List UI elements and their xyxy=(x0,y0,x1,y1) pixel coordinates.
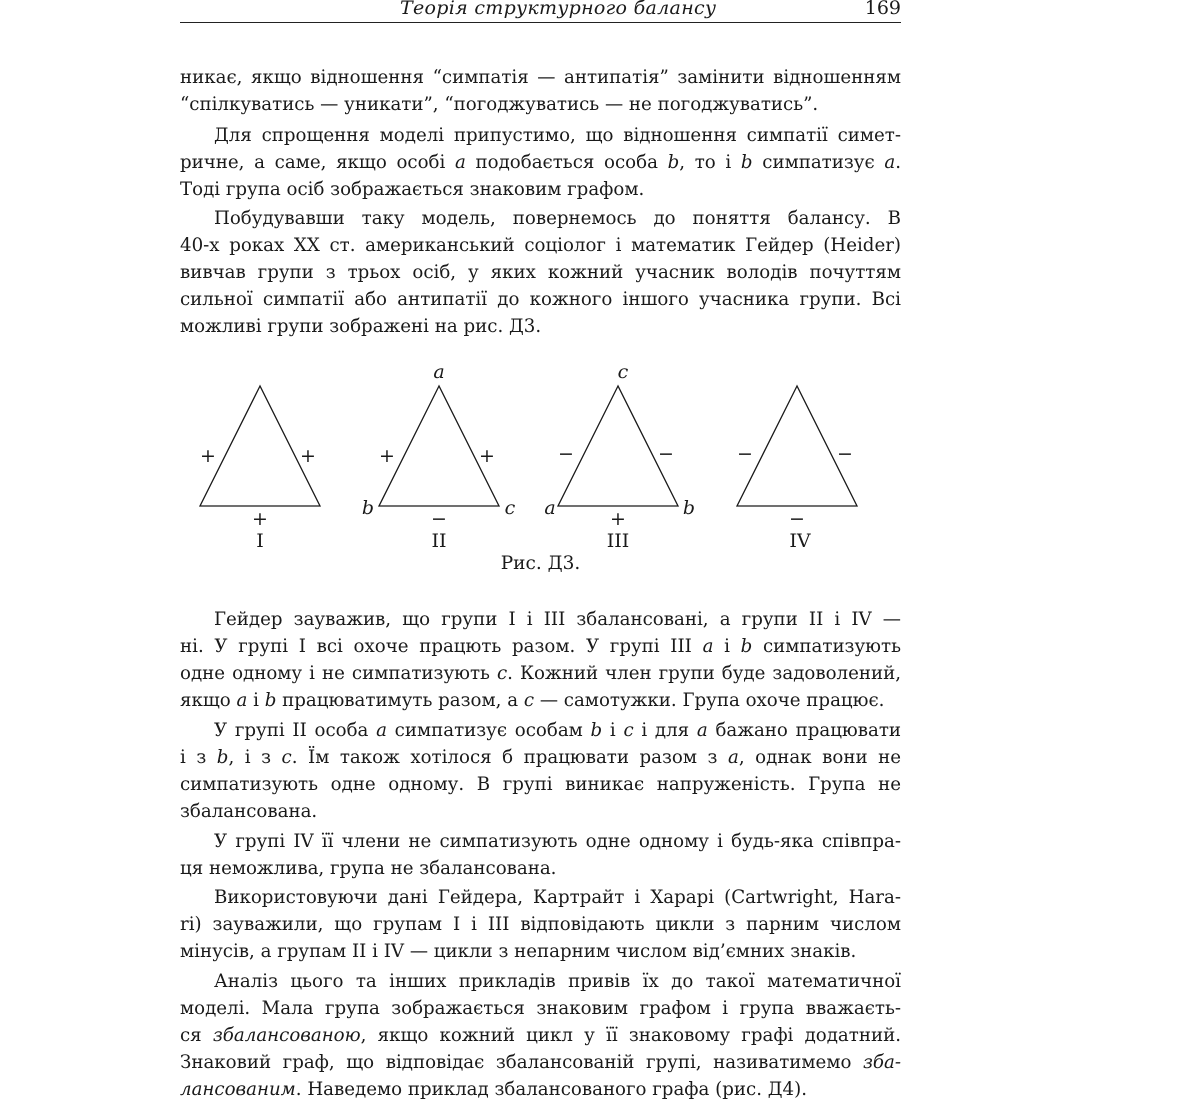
edge-sign: − xyxy=(837,443,853,465)
text-segment: якщо a і b працюватимуть разом, а c — самотужки. Група охоче працює. xyxy=(180,690,885,711)
text-segment: лансованим. Наведемо приклад збалансованого графа (рис. Д4). xyxy=(180,1079,807,1100)
group-label: II xyxy=(431,530,447,552)
text-line xyxy=(180,718,901,744)
edge-sign: − xyxy=(558,443,574,465)
text-line xyxy=(180,150,901,176)
running-title: Теорія структурного балансу xyxy=(400,0,717,19)
text-line: мінусів, а групам II і IV — цикли з непарним числом від’ємних знаків. xyxy=(180,941,857,962)
running-header xyxy=(180,0,901,23)
text-line: Тоді група осіб зображається знаковим графом. xyxy=(180,179,645,200)
text-line: никає, якщо відношення “симпатія — антипатія” замінити відношенням xyxy=(180,67,901,88)
text-line xyxy=(180,688,901,714)
text-line: 40-х роках XX ст. американський соціолог і математик Гейдер (Heider) xyxy=(180,235,901,256)
edge-sign: + xyxy=(479,445,495,467)
text-line: Використовуючи дані Гейдера, Картрайт і Харарі (Cartwright, Hara- xyxy=(214,887,901,908)
edge-sign: − xyxy=(789,508,805,530)
text-segment: і з b, і з c. Їм також хотілося б працювати разом з a, однак вони не xyxy=(180,747,901,768)
text-line: вивчав групи з трьох осіб, у яких кожний учасник володів почуттям xyxy=(180,262,901,283)
vertex-label: c xyxy=(617,361,629,383)
edge-sign: + xyxy=(200,445,216,467)
vertex-label: a xyxy=(433,361,445,383)
text-line: збалансована. xyxy=(180,801,318,822)
group-label: IV xyxy=(789,530,811,552)
text-segment: ні. У групі I всі охоче працють разом. У групі III a і b симпатизують xyxy=(180,636,901,657)
text-line: симпатизують одне одному. В групі виникає напруженість. Група не xyxy=(180,774,901,795)
text-line: Гейдер зауважив, що групи I і III збалансовані, а групи II і IV — xyxy=(214,609,901,630)
text-segment: ся збалансованою, якщо кожний цикл у її знаковому графі додатний. xyxy=(180,1025,901,1046)
vertex-label: b xyxy=(682,497,696,519)
triangles-diagram xyxy=(180,352,901,552)
text-line: ri) зауважили, що групам I і III відповідають цикли з парним числом xyxy=(180,914,901,935)
text-line: Для спрощення моделі припустимо, що відношення симпатії симет- xyxy=(214,125,901,146)
text-line: Побудувавши таку модель, повернемось до поняття балансу. В xyxy=(214,208,901,229)
text-line: Аналіз цього та інших прикладів привів їх до такої математичної xyxy=(214,971,901,992)
text-line: можливі групи зображені на рис. Д3. xyxy=(180,316,542,337)
group-label: I xyxy=(256,530,264,552)
edge-sign: − xyxy=(737,443,753,465)
edge-sign: − xyxy=(658,443,674,465)
page-number: 169 xyxy=(864,0,901,19)
text-segment: ричне, а саме, якщо особі a подобається особа b, то і b симпатизує a. xyxy=(180,152,901,173)
edge-sign: + xyxy=(300,445,316,467)
text-segment: одне одному і не симпатизують c. Кожний член групи буде задоволений, xyxy=(180,663,901,684)
text-line xyxy=(180,661,901,687)
text-line: ця неможлива, група не збалансована. xyxy=(180,858,557,879)
figure-caption: Рис. Д3. xyxy=(500,553,581,574)
text-line: “спілкуватись — уникати”, “погоджуватись — не погоджуватись”. xyxy=(180,94,819,115)
text-line: моделі. Мала група зображається знаковим графом і група вважаєть- xyxy=(180,998,901,1019)
figure-d3 xyxy=(180,352,901,592)
edge-sign: + xyxy=(610,508,626,530)
text-line: У групі IV її члени не симпатизують одне одному і будь-яка співпра- xyxy=(214,831,901,852)
text-line xyxy=(180,634,901,660)
text-line xyxy=(180,745,901,771)
vertex-label: a xyxy=(544,497,556,519)
text-line xyxy=(180,1077,901,1103)
text-segment: Знаковий граф, що відповідає збалансованій групі, називатимемо зба- xyxy=(180,1052,901,1073)
edge-sign: + xyxy=(252,508,268,530)
edge-sign: − xyxy=(431,508,447,530)
group-label: III xyxy=(606,530,630,552)
vertex-label: c xyxy=(504,497,516,519)
edge-sign: + xyxy=(379,445,395,467)
vertex-label: b xyxy=(361,497,375,519)
text-line: сильної симпатії або антипатії до кожного іншого учасника групи. Всі xyxy=(180,289,901,310)
text-line xyxy=(180,1050,901,1076)
text-segment: У групі II особа a симпатизує особам b і c і для a бажано працювати xyxy=(214,720,902,741)
text-line xyxy=(180,1023,901,1049)
